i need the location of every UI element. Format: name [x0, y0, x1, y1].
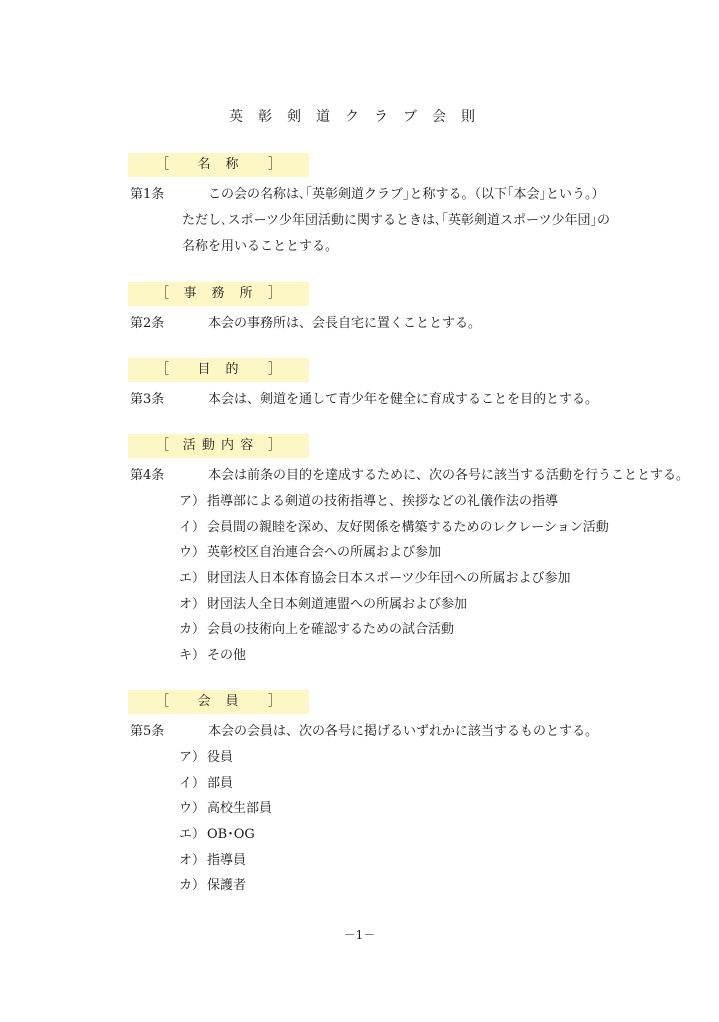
item-text: 会員の技術向上を確認するための試合活動 [207, 622, 455, 637]
section-heading-text: 活 動 内 容 [182, 438, 255, 453]
section-heading-text: 目 的 [197, 362, 240, 377]
list-item [179, 541, 441, 560]
article-number: 第5条 [130, 724, 165, 739]
section-heading-text: 会 員 [197, 694, 240, 709]
list-item [179, 644, 246, 663]
section-heading [128, 358, 309, 382]
item-text: 高校生部員 [207, 801, 273, 816]
list-item [179, 516, 609, 535]
list-item [179, 797, 272, 816]
list-item [179, 490, 558, 509]
list-item [179, 618, 454, 637]
bracket-open: ［ [156, 157, 170, 172]
item-text: 指導部による剣道の技術指導と、挨拶などの礼儀作法の指導 [207, 494, 559, 509]
item-marker: ア） [179, 750, 206, 765]
list-item [179, 823, 255, 842]
section-heading [128, 153, 309, 177]
item-text: 英彰校区自治連合会への所属および参加 [207, 545, 442, 560]
item-text: 財団法人日本体育協会日本スポーツ少年団への所属および参加 [207, 571, 571, 586]
article-text: ただし､スポーツ少年団活動に関するときは､｢英彰剣道スポーツ少年団｣の [182, 213, 610, 228]
page-number: －1－ [343, 928, 376, 942]
section-heading [128, 282, 309, 306]
item-marker: イ） [179, 520, 206, 535]
bracket-close: ］ [267, 362, 281, 377]
item-marker: キ） [179, 648, 206, 663]
item-marker: エ） [179, 827, 206, 842]
list-item [179, 567, 570, 586]
section-heading [128, 690, 309, 714]
list-item [179, 772, 233, 791]
article-number: 第1条 [130, 187, 165, 202]
article-text: 本会は、剣道を通して青少年を健全に育成することを目的とする。 [208, 392, 599, 407]
article-number: 第4条 [130, 468, 165, 483]
item-marker: オ） [179, 597, 206, 612]
item-marker: ウ） [179, 801, 206, 816]
list-item [179, 746, 233, 765]
section-heading [128, 434, 309, 458]
section-heading-text: 事 務 所 [183, 286, 254, 301]
document-title: 英彰剣道クラブ会則 [229, 109, 490, 125]
article-text: この会の名称は､｢英彰剣道クラブ｣と称する｡（以下｢本会｣という｡） [208, 187, 605, 202]
item-marker: カ） [179, 622, 206, 637]
bracket-open: ［ [156, 438, 170, 453]
item-text: 指導員 [207, 853, 247, 868]
item-text: 役員 [207, 750, 234, 765]
item-marker: イ） [179, 776, 206, 791]
item-marker: ア） [179, 494, 206, 509]
list-item [179, 849, 246, 868]
article-text: 本会の会員は、次の各号に掲げるいずれかに該当するものとする。 [208, 724, 599, 739]
item-text: 財団法人全日本剣道連盟への所属および参加 [207, 597, 468, 612]
list-item [179, 874, 246, 893]
item-marker: ウ） [179, 545, 206, 560]
list-item [179, 593, 467, 612]
item-marker: エ） [179, 571, 206, 586]
item-marker: オ） [179, 853, 206, 868]
item-text: 会員間の親睦を深め、友好関係を構築するためのレクレーション活動 [207, 520, 609, 535]
bracket-close: ］ [267, 286, 281, 301]
article-text: 名称を用いることとする｡ [182, 239, 332, 254]
bracket-close: ］ [267, 694, 281, 709]
item-marker: カ） [179, 878, 206, 893]
bracket-open: ［ [156, 694, 170, 709]
bracket-open: ［ [156, 362, 170, 377]
bracket-close: ］ [267, 157, 281, 172]
section-heading-text: 名 称 [197, 157, 240, 172]
item-text: 部員 [207, 776, 234, 791]
article-text: 本会は前条の目的を達成するために、次の各号に該当する活動を行うこととする。 [208, 468, 690, 483]
bracket-close: ］ [267, 438, 281, 453]
article-text: 本会の事務所は、会長自宅に置くこととする。 [208, 316, 482, 331]
item-text: その他 [207, 648, 247, 663]
bracket-open: ［ [156, 286, 170, 301]
item-text: OB･OG [207, 827, 255, 842]
article-number: 第2条 [130, 316, 165, 331]
item-text: 保護者 [207, 878, 247, 893]
article-number: 第3条 [130, 392, 165, 407]
